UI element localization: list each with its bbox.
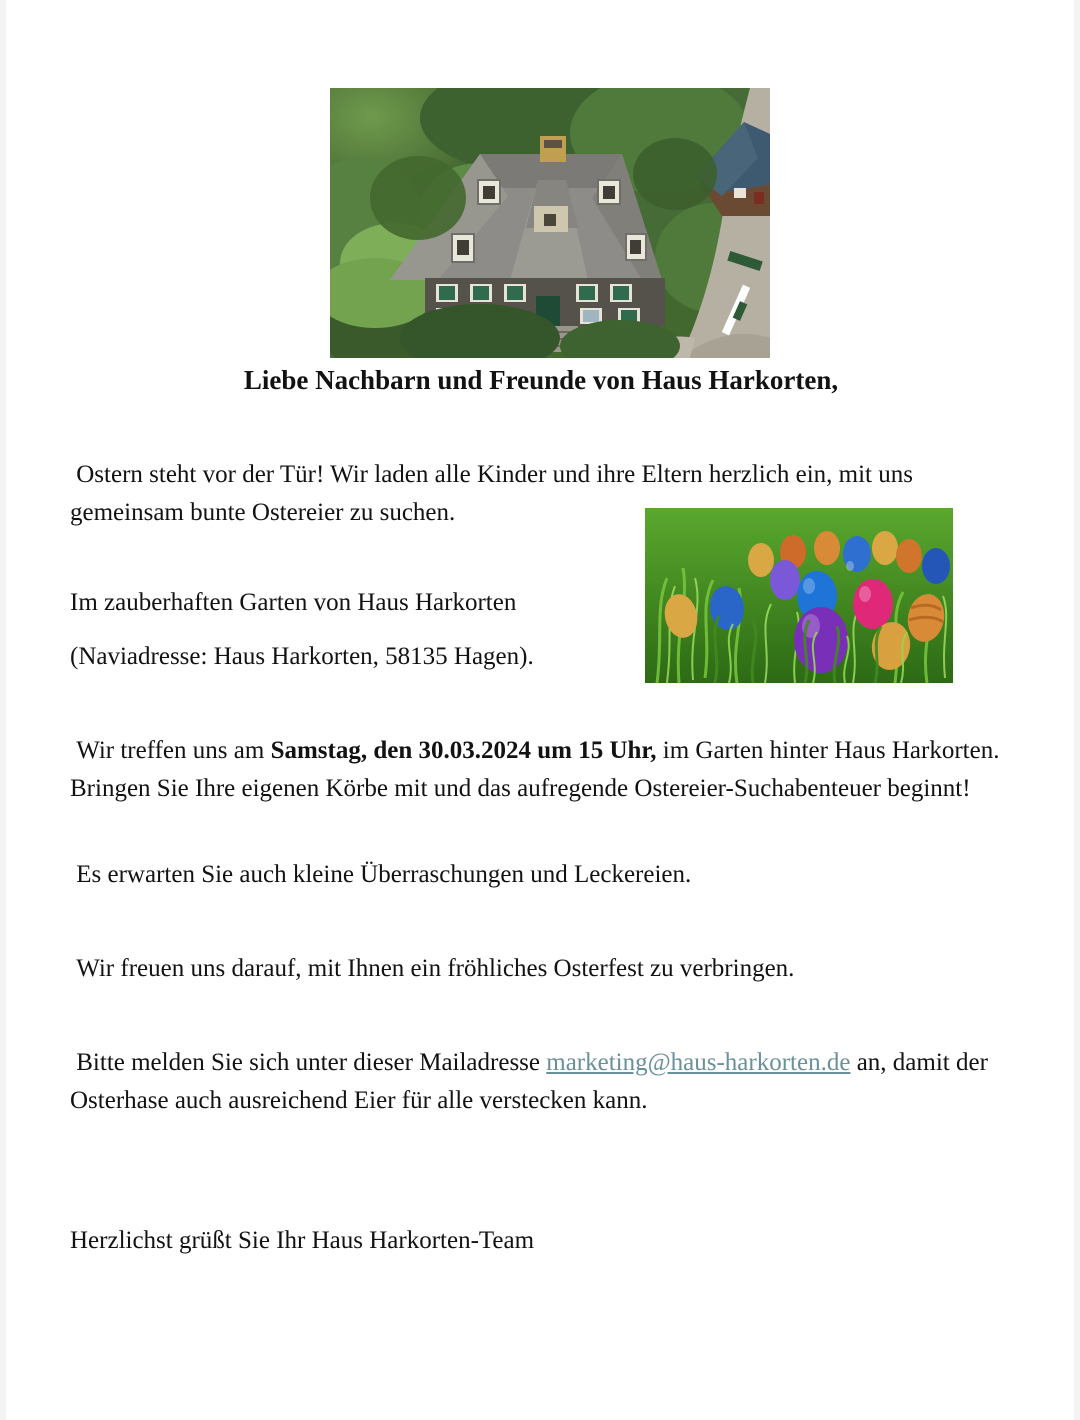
meeting-date-bold: Samstag, den 30.03.2024 um 15 Uhr, [270, 737, 657, 764]
letter-heading: Liebe Nachbarn und Freunde von Haus Harkorten, [243, 365, 839, 395]
garden-line: Im zauberhaften Garten von Haus Harkorten [70, 589, 517, 616]
signup-paragraph [70, 1044, 1012, 1120]
meeting-text-suffix: im Garten hinter Haus Harkorten. Bringen Sie Ihre eigenen Körbe mit und das aufregende Ostereier-Suchabenteuer beginnt! [70, 737, 1006, 802]
house-aerial-photo [330, 88, 770, 358]
surprises-paragraph: Es erwarten Sie auch kleine Überraschungen und Leckereien. [70, 861, 692, 888]
looking-forward-paragraph: Wir freuen uns darauf, mit Ihnen ein fröhliches Osterfest zu verbringen. [70, 955, 795, 982]
house-aerial-photo-graphic [330, 88, 770, 358]
meeting-paragraph [70, 732, 1012, 808]
signup-text-prefix: Bitte melden Sie sich unter dieser Mailadresse [70, 1049, 547, 1076]
closing-line: Herzlichst grüßt Sie Ihr Haus Harkorten-Team [70, 1227, 535, 1254]
signup-text-suffix: an, damit der Osterhase auch ausreichend Eier für alle verstecken kann. [70, 1049, 995, 1114]
easter-eggs-photo-graphic [645, 508, 953, 683]
document-page [6, 0, 1074, 1420]
navigation-address-line: (Naviadresse: Haus Harkorten, 58135 Hagen). [70, 643, 534, 670]
easter-eggs-photo [645, 508, 953, 683]
email-link[interactable]: marketing@haus-harkorten.de [546, 1049, 851, 1076]
meeting-text-prefix: Wir treffen uns am [70, 737, 271, 764]
intro-paragraph: Ostern steht vor der Tür! Wir laden alle Kinder und ihre Eltern herzlich ein, mit uns gemeinsam bunte Ostereier zu suchen. [70, 461, 920, 526]
